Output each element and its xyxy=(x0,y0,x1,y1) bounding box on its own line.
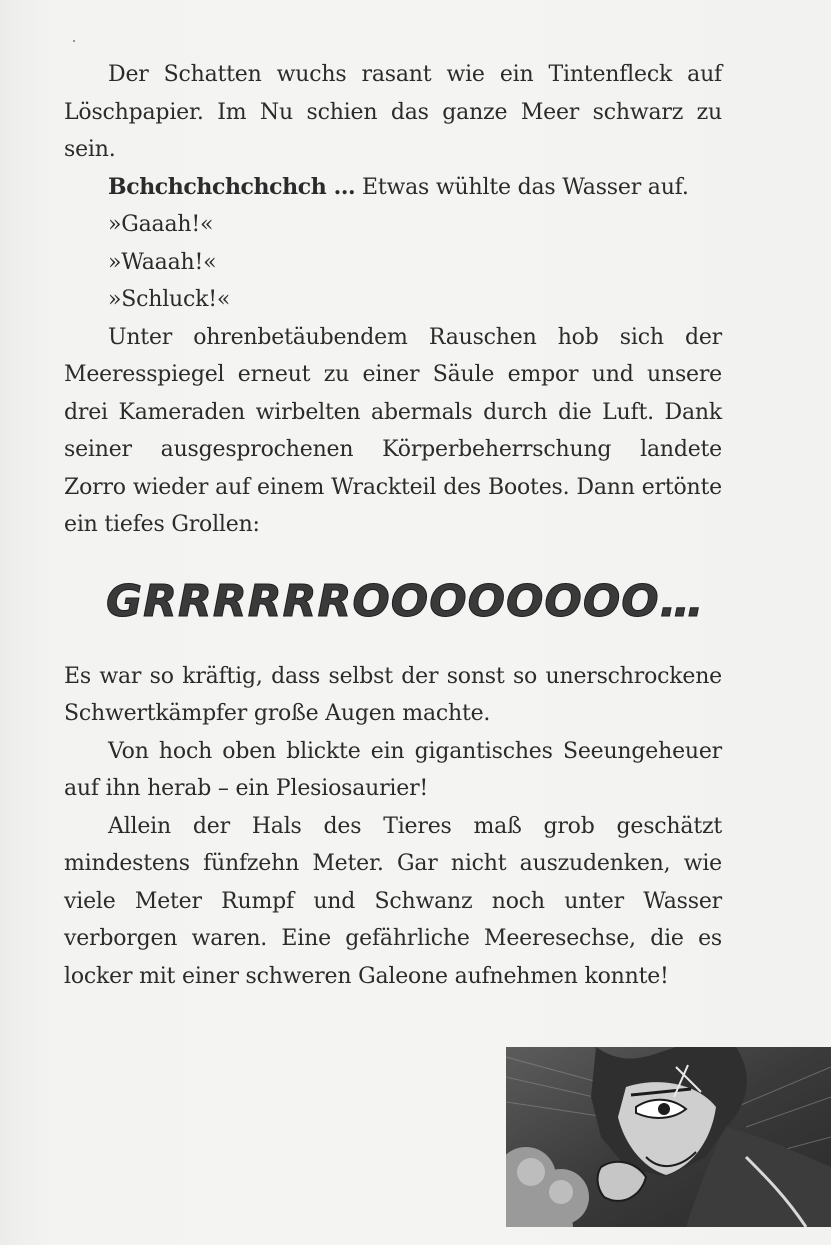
paragraph-5: Von hoch oben blickte ein gigantisches Seeungeheuer auf ihn herab – ein Plesiosaurier! xyxy=(64,738,722,801)
body-text xyxy=(64,56,722,995)
paragraph-3: Unter ohrenbetäubendem Rauschen hob sich der Meeresspiegel erneut zu einer Säule empor und unsere drei Kameraden wirbelten abermals durch die Luft. Dank seiner ausgesprochenen Körperbeherrschung landete Zorro wieder auf einem Wrackteil des Bootes. Dann ertönte ein tiefes Grollen: xyxy=(64,324,722,537)
sound-effect-bchch: Bchchchchchchch … xyxy=(108,173,356,200)
growl-text: GRRRRRROOOOOOOO… xyxy=(106,575,705,627)
paragraph-1: Der Schatten wuchs rasant wie ein Tintenfleck auf Löschpapier. Im Nu schien das ganze Meer schwarz zu sein. xyxy=(64,62,722,162)
dialogue-schluck: »Schluck!« xyxy=(108,287,231,312)
paragraph-2 xyxy=(64,169,722,207)
paragraph-6: Allein der Hals des Tieres maß grob geschätzt mindestens fünfzehn Meter. Gar nicht auszudenken, wie viele Meter Rumpf und Schwanz noch unter Wasser verborgen waren. Eine gefährliche Meeresechse, die es locker mit einer schweren Galeone aufnehmen konnte! xyxy=(64,813,722,989)
growl-sound-effect xyxy=(64,552,722,652)
dialogue-waaah: »Waaah!« xyxy=(108,249,217,275)
dialogue-gaaah: »Gaaah!« xyxy=(108,212,214,237)
manga-panel-art xyxy=(506,1047,831,1227)
manga-illustration xyxy=(506,1047,831,1227)
paragraph-2-text: Etwas wühlte das Wasser auf. xyxy=(362,174,689,200)
page-speck xyxy=(73,40,75,42)
paragraph-4: Es war so kräftig, dass selbst der sonst so unerschrockene Schwertkämpfer große Augen machte. xyxy=(64,663,722,726)
